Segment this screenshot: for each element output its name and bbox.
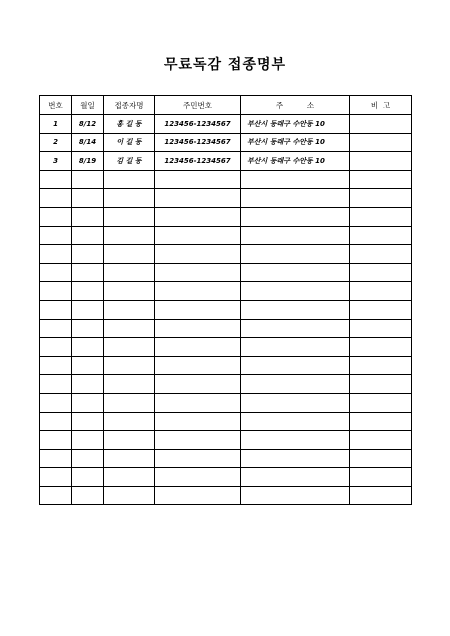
cell-name (104, 486, 155, 505)
cell-date (72, 263, 104, 282)
cell-name (104, 449, 155, 468)
cell-address (241, 449, 350, 468)
empty-row (40, 245, 412, 264)
cell-address (241, 338, 350, 357)
empty-row (40, 338, 412, 357)
empty-row (40, 189, 412, 208)
cell-remarks (350, 170, 412, 189)
cell-number (40, 319, 72, 338)
cell-address: 부산시 동래구 수안동 10 (241, 133, 350, 152)
cell-remarks (350, 431, 412, 450)
cell-name (104, 468, 155, 487)
cell-number (40, 245, 72, 264)
cell-address (241, 486, 350, 505)
cell-name (104, 412, 155, 431)
cell-number (40, 226, 72, 245)
cell-date (72, 356, 104, 375)
cell-remarks (350, 468, 412, 487)
cell-name (104, 263, 155, 282)
empty-row (40, 207, 412, 226)
cell-number (40, 338, 72, 357)
cell-date: 8/14 (72, 133, 104, 152)
cell-number: 2 (40, 133, 72, 152)
cell-remarks (350, 375, 412, 394)
cell-remarks (350, 356, 412, 375)
cell-date (72, 468, 104, 487)
cell-name (104, 393, 155, 412)
cell-address (241, 431, 350, 450)
cell-remarks (350, 189, 412, 208)
cell-date (72, 245, 104, 264)
cell-number (40, 300, 72, 319)
cell-name (104, 245, 155, 264)
empty-row (40, 449, 412, 468)
cell-name (104, 431, 155, 450)
cell-date (72, 449, 104, 468)
cell-name (104, 189, 155, 208)
cell-date (72, 338, 104, 357)
cell-name (104, 207, 155, 226)
cell-address: 부산시 동래구 수안동 10 (241, 152, 350, 171)
cell-number (40, 393, 72, 412)
cell-name (104, 356, 155, 375)
cell-number (40, 356, 72, 375)
cell-address (241, 245, 350, 264)
empty-row (40, 468, 412, 487)
cell-address (241, 393, 350, 412)
cell-number (40, 207, 72, 226)
cell-name (104, 300, 155, 319)
cell-number (40, 263, 72, 282)
empty-row (40, 431, 412, 450)
cell-address (241, 412, 350, 431)
cell-remarks (350, 338, 412, 357)
cell-number (40, 486, 72, 505)
cell-number: 1 (40, 115, 72, 134)
cell-date (72, 170, 104, 189)
cell-address (241, 300, 350, 319)
cell-date (72, 431, 104, 450)
cell-date (72, 189, 104, 208)
cell-date (72, 375, 104, 394)
cell-address (241, 170, 350, 189)
table-row (40, 115, 412, 134)
cell-id-number (155, 263, 241, 282)
cell-name (104, 319, 155, 338)
cell-number (40, 431, 72, 450)
cell-id-number (155, 245, 241, 264)
cell-number (40, 449, 72, 468)
cell-remarks (350, 226, 412, 245)
register-body (40, 115, 412, 505)
cell-remarks (350, 412, 412, 431)
cell-name (104, 338, 155, 357)
cell-address (241, 263, 350, 282)
cell-number (40, 412, 72, 431)
cell-id-number: 123456-1234567 (155, 115, 241, 134)
cell-remarks (350, 449, 412, 468)
cell-remarks (350, 393, 412, 412)
column-header-id-number: 주민번호 (155, 96, 241, 115)
cell-date (72, 393, 104, 412)
empty-row (40, 412, 412, 431)
cell-remarks (350, 152, 412, 171)
cell-id-number (155, 449, 241, 468)
table-row (40, 133, 412, 152)
cell-address (241, 375, 350, 394)
cell-date: 8/12 (72, 115, 104, 134)
empty-row (40, 375, 412, 394)
cell-number (40, 189, 72, 208)
cell-address (241, 189, 350, 208)
cell-id-number (155, 486, 241, 505)
cell-address (241, 207, 350, 226)
cell-id-number: 123456-1234567 (155, 152, 241, 171)
cell-number (40, 170, 72, 189)
cell-number: 3 (40, 152, 72, 171)
cell-id-number: 123456-1234567 (155, 133, 241, 152)
cell-id-number (155, 356, 241, 375)
cell-address: 부산시 동래구 수안동 10 (241, 115, 350, 134)
cell-date (72, 226, 104, 245)
cell-name: 이 길 동 (104, 133, 155, 152)
page-title: 무료독감 접종명부 (163, 57, 287, 73)
cell-remarks (350, 115, 412, 134)
column-header-date: 월일 (72, 96, 104, 115)
empty-row (40, 170, 412, 189)
empty-row (40, 226, 412, 245)
cell-id-number (155, 207, 241, 226)
cell-name (104, 282, 155, 301)
cell-address (241, 468, 350, 487)
cell-remarks (350, 300, 412, 319)
cell-remarks (350, 282, 412, 301)
cell-remarks (350, 207, 412, 226)
cell-id-number (155, 189, 241, 208)
cell-address (241, 282, 350, 301)
cell-id-number (155, 300, 241, 319)
cell-name (104, 170, 155, 189)
cell-id-number (155, 282, 241, 301)
cell-remarks (350, 319, 412, 338)
cell-date (72, 319, 104, 338)
column-header-name: 접종자명 (104, 96, 155, 115)
cell-name (104, 375, 155, 394)
cell-name: 김 길 동 (104, 152, 155, 171)
header-row (40, 96, 412, 115)
empty-row (40, 263, 412, 282)
cell-id-number (155, 338, 241, 357)
column-header-address: 주 소 (241, 96, 350, 115)
cell-id-number (155, 431, 241, 450)
cell-date (72, 486, 104, 505)
empty-row (40, 300, 412, 319)
cell-number (40, 468, 72, 487)
cell-id-number (155, 375, 241, 394)
empty-row (40, 356, 412, 375)
cell-id-number (155, 393, 241, 412)
cell-remarks (350, 245, 412, 264)
column-header-remarks: 비 고 (350, 96, 412, 115)
empty-row (40, 282, 412, 301)
cell-address (241, 226, 350, 245)
cell-id-number (155, 319, 241, 338)
column-header-number: 번호 (40, 96, 72, 115)
cell-name: 홍 길 동 (104, 115, 155, 134)
cell-remarks (350, 263, 412, 282)
cell-date (72, 207, 104, 226)
cell-id-number (155, 412, 241, 431)
cell-id-number (155, 226, 241, 245)
empty-row (40, 393, 412, 412)
table-row (40, 152, 412, 171)
cell-id-number (155, 468, 241, 487)
cell-address (241, 319, 350, 338)
empty-row (40, 319, 412, 338)
cell-date (72, 300, 104, 319)
vaccination-register-table (39, 95, 412, 505)
cell-number (40, 282, 72, 301)
cell-date: 8/19 (72, 152, 104, 171)
cell-id-number (155, 170, 241, 189)
cell-address (241, 356, 350, 375)
empty-row (40, 486, 412, 505)
cell-number (40, 375, 72, 394)
cell-date (72, 412, 104, 431)
cell-date (72, 282, 104, 301)
cell-name (104, 226, 155, 245)
cell-remarks (350, 486, 412, 505)
cell-remarks (350, 133, 412, 152)
